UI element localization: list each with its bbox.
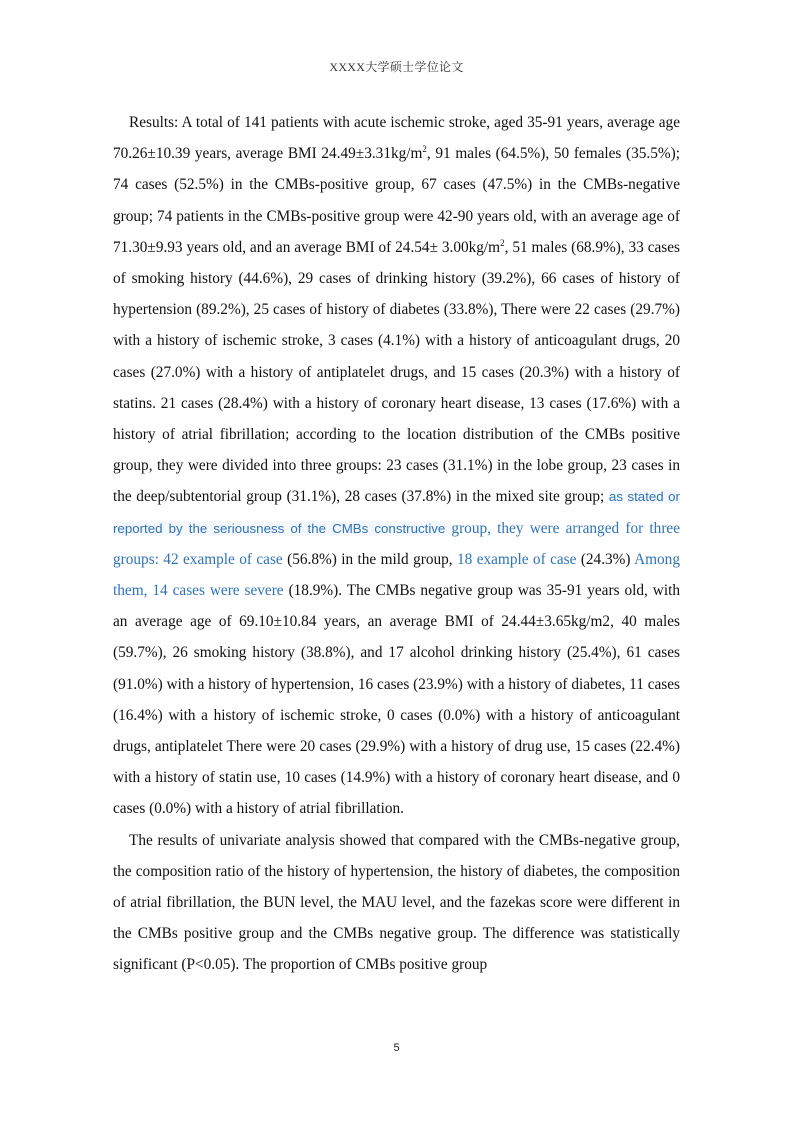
text-run: , 51 males (68.9%), 33 cases of smoking history (44.6%), 29 cases of drinking history (39.2%), 66 cases of history of hypertension (89.2%), 25 cases of history of diabetes (33.8%), There were 22 cases (29.7%) with a history of ischemic stroke, 3 cases (4.1%) with a history of anticoagulant drugs, 20 cases (27.0%) with a history of antiplatelet drugs, and 15 cases (20.3%) with a history of statins. 21 cases (28.4%) with a history of coronary heart disease, 13 cases (17.6%) with a history of atrial fibrillation; according to the location distribution of the CMBs positive group, they were divided into three groups: 23 cases (31.1%) in the lobe group, 23 cases in the deep/subtentorial group (31.1%), 28 cases (37.8%) in the mixed site group; <box>113 238 680 506</box>
text-run: , 91 males (64.5%), 50 females (35.5%); 74 cases (52.5%) in the CMBs-positive group, 67 cases (47.5%) in the CMBs-negative group; 74 patients in the CMBs-positive group were 42-90 years old, with an average age of 71.30±9.93 years old, and an average BMI of 24.54± 3.00kg/m <box>113 145 680 256</box>
text-run: Results: A total of 141 patients with acute ischemic stroke, aged 35-91 years, average age 70.26±10.39 years, average BMI 24.49±3.31kg/m <box>113 114 680 163</box>
page-number: 5 <box>393 1042 400 1054</box>
text-run: (24.3%) <box>576 550 635 568</box>
main-text <box>113 107 680 981</box>
superscript: 2 <box>422 144 427 155</box>
univariate-paragraph: The results of univariate analysis showed that compared with the CMBs-negative group, the composition ratio of the history of hypertension, the history of diabetes, the composition of atrial fibrillation, the BUN level, the MAU level, and the fazekas score were different in the CMBs positive group and the CMBs negative group. The difference was statistically significant (P<0.05). The proportion of CMBs positive group <box>113 831 680 974</box>
text-run: (56.8%) in the mild group, <box>282 550 457 568</box>
highlighted-text: as stated or reported by the seriousness of the CMBs constructive <box>113 489 680 536</box>
superscript: 2 <box>500 237 505 248</box>
running-header: XXXX大学硕士学位论文 <box>329 60 464 74</box>
text-run: (18.9%). The CMBs negative group was 35-91 years old, with an average age of 69.10±10.84 years, an average BMI of 24.44±3.65kg/m2, 40 males (59.7%), 26 smoking history (38.8%), and 17 alcohol drinking history (25.4%), 61 cases (91.0%) with a history of hypertension, 16 cases (23.9%) with a history of diabetes, 11 cases (16.4%) with a history of ischemic stroke, 0 cases (0.0%) with a history of anticoagulant drugs, antiplatelet There were 20 cases (29.9%) with a history of drug use, 15 cases (22.4%) with a history of statin use, 10 cases (14.9%) with a history of coronary heart disease, and 0 cases (0.0%) with a history of atrial fibrillation. <box>113 582 680 818</box>
results-paragraph <box>113 107 680 825</box>
highlighted-text: Among them, 14 cases were severe <box>113 550 680 600</box>
highlighted-text: 18 example of case <box>457 550 577 568</box>
highlighted-text: group, they were arranged for three groups: 42 example of case <box>113 519 680 568</box>
